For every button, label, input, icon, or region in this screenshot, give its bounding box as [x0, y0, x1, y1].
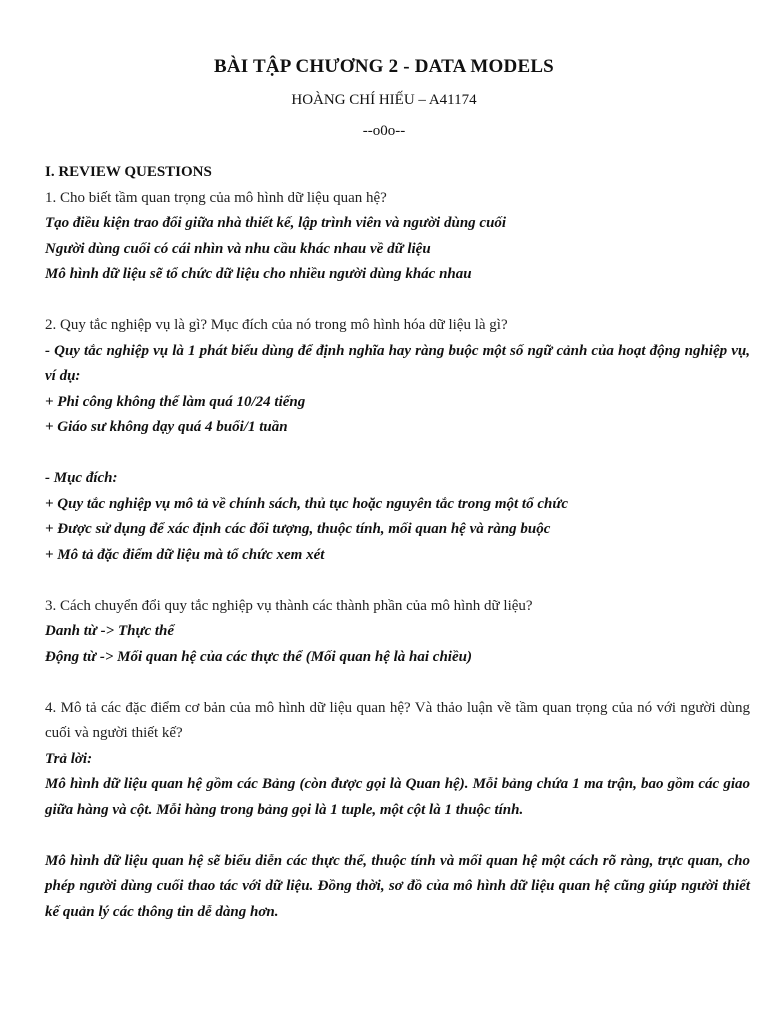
- answer-2-example: + Giáo sư không dạy quá 4 buổi/1 tuần: [45, 419, 288, 435]
- question-1: 1. Cho biết tầm quan trọng của mô hình dữ liệu quan hệ?: [45, 189, 387, 206]
- document-body: [45, 160, 750, 925]
- purpose-item: + Được sử dụng để xác định các đối tượng, thuộc tính, mối quan hệ và ràng buộc: [45, 521, 551, 537]
- purpose-heading: - Mục đích:: [45, 470, 118, 486]
- answer-label: Trả lời:: [45, 750, 93, 767]
- author-line: HOÀNG CHÍ HIẾU – A41174: [291, 92, 477, 108]
- question-3: 3. Cách chuyển đổi quy tắc nghiệp vụ thành các thành phần của mô hình dữ liệu?: [45, 597, 533, 614]
- answer-4-paragraph: Mô hình dữ liệu quan hệ gồm các Bảng (còn được gọi là Quan hệ). Mỗi bảng chứa 1 ma trận, bao gồm các giao giữa hàng và cột. Mỗi hàng trong bảng gọi là 1 tuple, một cột là 1 thuộc tính.: [45, 776, 750, 818]
- answer-1-line: Tạo điều kiện trao đổi giữa nhà thiết kế, lập trình viên và người dùng cuối: [45, 215, 507, 231]
- question-4: 4. Mô tả các đặc điểm cơ bản của mô hình dữ liệu quan hệ? Và thảo luận về tầm quan trọng của nó với người dùng cuối và người thiết kế?: [45, 699, 750, 741]
- purpose-item: + Mô tả đặc điểm dữ liệu mà tổ chức xem xét: [45, 546, 325, 563]
- answer-3-line: Danh từ -> Thực thể: [45, 623, 175, 639]
- answer-3-line: Động từ -> Mối quan hệ của các thực thể (Mối quan hệ là hai chiều): [45, 648, 472, 665]
- answer-2-example: + Phi công không thể làm quá 10/24 tiếng: [45, 393, 306, 410]
- answer-1-line: Mô hình dữ liệu sẽ tổ chức dữ liệu cho nhiều người dùng khác nhau: [45, 266, 472, 282]
- purpose-item: + Quy tắc nghiệp vụ mô tả về chính sách, thủ tục hoặc nguyên tắc trong một tổ chức: [45, 495, 568, 512]
- separator: --o0o--: [362, 123, 406, 139]
- document-title: BÀI TẬP CHƯƠNG 2 - DATA MODELS: [214, 56, 554, 77]
- section-heading: I. REVIEW QUESTIONS: [45, 164, 212, 180]
- answer-2-definition: - Quy tắc nghiệp vụ là 1 phát biểu dùng để định nghĩa hay ràng buộc một số ngữ cảnh của hoạt động nghiệp vụ, ví dụ:: [45, 342, 750, 384]
- answer-1-line: Người dùng cuối có cái nhìn và nhu cầu khác nhau về dữ liệu: [45, 240, 431, 257]
- question-2: 2. Quy tắc nghiệp vụ là gì? Mục đích của nó trong mô hình hóa dữ liệu là gì?: [45, 317, 508, 333]
- answer-4-paragraph: Mô hình dữ liệu quan hệ sẽ biểu diễn các thực thể, thuộc tính và mối quan hệ một cách rõ ràng, trực quan, cho phép người dùng cuối thao tác với dữ liệu. Đồng thời, sơ đồ của mô hình dữ liệu quan hệ cũng giúp người thiết kế quản lý các thông tin dễ dàng hơn.: [45, 852, 750, 920]
